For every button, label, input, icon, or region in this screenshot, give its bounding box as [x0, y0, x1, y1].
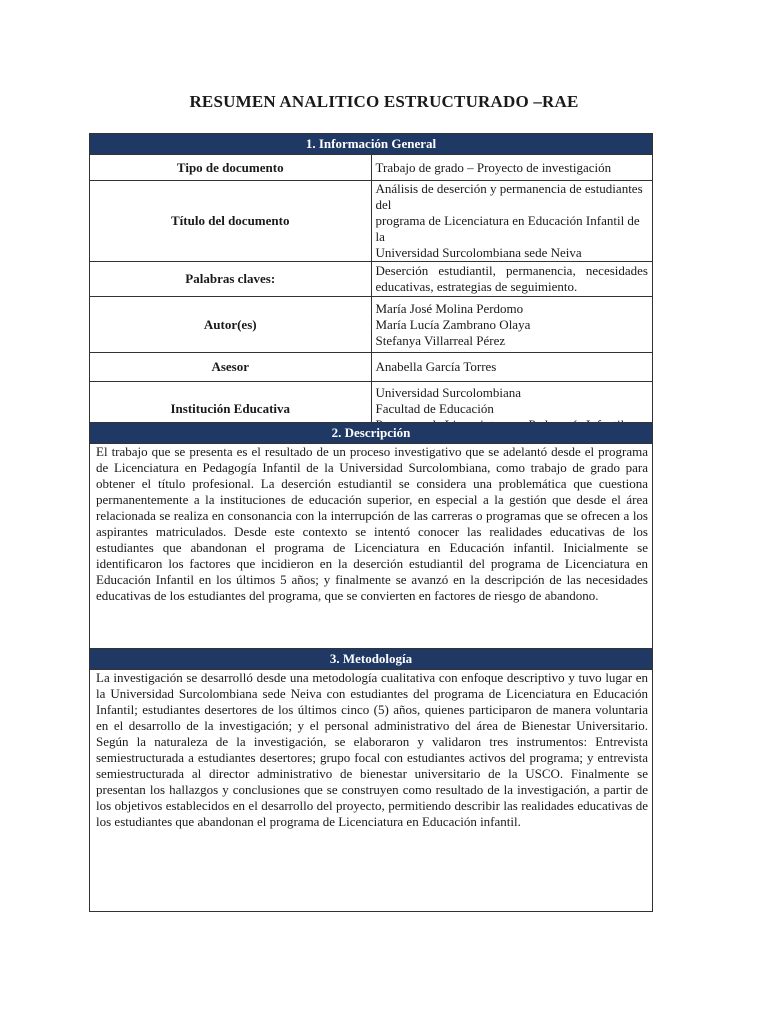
general-info-table	[89, 133, 653, 437]
row-label: Institución Educativa	[90, 382, 372, 437]
document-title: RESUMEN ANALITICO ESTRUCTURADO –RAE	[189, 92, 579, 111]
row-value: Análisis de deserción y permanencia de estudiantes del programa de Licenciatura en Educación Infantil de la Universidad Surcolombiana sede Neiva	[371, 181, 653, 262]
methodology-header: 3. Metodología	[90, 649, 653, 670]
row-label: Palabras claves:	[90, 262, 372, 297]
general-info-header: 1. Información General	[90, 134, 653, 155]
row-value: Universidad Surcolombiana Facultad de Educación	[371, 382, 653, 437]
table-row	[90, 353, 653, 382]
row-label: Asesor	[90, 353, 372, 382]
table-row	[90, 155, 653, 181]
row-value: Anabella García Torres	[371, 353, 653, 382]
table-row	[90, 262, 653, 297]
table-row	[90, 181, 653, 262]
row-label: Autor(es)	[90, 297, 372, 353]
row-label: Título del documento	[90, 181, 372, 262]
table-row	[90, 297, 653, 353]
row-value: María José Molina Perdomo María Lucía Zambrano Olaya Stefanya Villarreal Pérez	[371, 297, 653, 353]
row-label: Tipo de documento	[90, 155, 372, 181]
description-header: 2. Descripción	[90, 423, 653, 444]
row-value: Trabajo de grado – Proyecto de investigación	[371, 155, 653, 181]
description-methodology-table	[89, 422, 653, 912]
description-text: El trabajo que se presenta es el resultado de un proceso investigativo que se adelantó desde el programa de Licenciatura en Pedagogía Infantil de la Universidad Surcolombiana, como trabajo de grado para obtener el título profesional. La deserción estudiantil se considera una problemática que cuestiona permanentemente a la instituciones de educación superior, en especial a la gestión que desde el área relacionada se realiza en consonancia con la interrupción de las carreras o programas que se ofrecen a los aspirantes matriculados. Desde este contexto se intentó conocer las realidades educativas de los estudiantes que abandonan el programa de Licenciatura en Educación infantil. Inicialmente se identificaron los factores que incidieron en la deserción estudiantil del programa de Licenciatura en Educación Infantil en los últimos 5 años; y finalmente se avanzó en la descripción de las necesidades educativas de los estudiantes del programa, que se convierten en factores de riesgo de abandono.	[90, 444, 653, 649]
methodology-text: La investigación se desarrolló desde una metodología cualitativa con enfoque descriptivo y tuvo lugar en la Universidad Surcolombiana sede Neiva con estudiantes del programa de Licenciatura en Educación Infantil; estudiantes desertores de los últimos cinco (5) años, quienes participaron de manera voluntaria en el desarrollo de la investigación; y el personal administrativo del área de Bienestar Universitario. Según la naturaleza de la investigación, se elaboraron y validaron tres instrumentos: Entrevista semiestructurada a estudiantes desertores; grupo focal con estudiantes activos del programa; y entrevista semiestructurada al director administrativo de bienestar universitario de la USCO. Finalmente se presentan los hallazgos y conclusiones que se construyen como resultado de la investigación, a partir de los objetivos establecidos en el desarrollo del proyecto, permitiendo describir las realidades educativas de los estudiantes que abandonan el programa de Licenciatura en Educación infantil.	[90, 670, 653, 912]
row-value: Deserción estudiantil, permanencia, necesidades educativas, estrategias de seguimiento.	[371, 262, 653, 297]
